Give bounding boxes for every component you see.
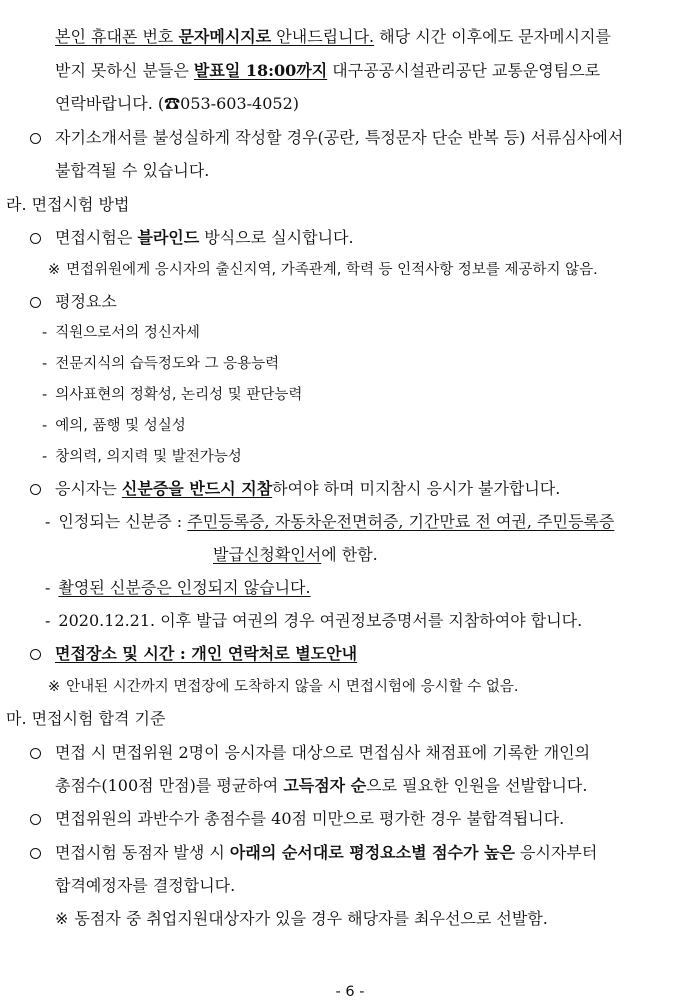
text: 응시자는	[55, 479, 122, 498]
paragraph-line	[55, 26, 611, 48]
text: 총점수(100점 만점)를 평균하여	[55, 776, 284, 795]
paragraph-line	[55, 93, 299, 115]
paragraph-line	[55, 60, 600, 82]
dash-icon: -	[45, 578, 51, 597]
text: 면접시험은	[55, 228, 138, 247]
dash-icon: -	[42, 449, 48, 465]
bullet-item	[30, 227, 354, 249]
list-item	[42, 322, 200, 344]
text-emphasis: 문자메시지로	[178, 27, 272, 46]
bullet-item	[30, 127, 623, 149]
dash-icon: -	[42, 356, 48, 372]
bullet-item	[30, 643, 357, 665]
criteria-text: 전문지식의 습득정도와 그 응용능력	[55, 356, 280, 372]
text: 대구공공시설관리공단 교통운영팀으로	[327, 61, 601, 80]
list-item	[42, 415, 186, 437]
dash-icon: -	[42, 325, 48, 341]
section-heading	[6, 708, 165, 730]
text: 합격예정자를 결정합니다.	[55, 876, 236, 895]
criteria-text: 예의, 품행 및 성실성	[55, 418, 186, 434]
circle-bullet-icon	[30, 233, 41, 244]
dash-icon: -	[45, 611, 51, 630]
criteria-text: 창의력, 의지력 및 발전가능성	[55, 449, 242, 465]
page-number	[0, 981, 700, 1003]
dash-icon: -	[42, 418, 48, 434]
text-emphasis: 블라인드	[137, 228, 200, 247]
circle-bullet-icon	[30, 297, 41, 308]
paragraph-line	[55, 875, 235, 897]
circle-bullet-icon	[30, 848, 41, 859]
paragraph-line	[55, 160, 209, 182]
note-text: 동점자 중 취업지원대상자가 있을 경우 해당자를 최우선으로 선발함.	[74, 909, 548, 928]
text: 2020.12.21. 이후 발급 여권의 경우 여권정보증명서를 지참하여야 합니다.	[58, 611, 583, 630]
heading-text: 라. 면접시험 방법	[6, 195, 130, 214]
text-emphasis: 신분증을 반드시 지참	[121, 479, 273, 498]
text: 응시자부터	[514, 843, 598, 862]
dash-icon: -	[42, 387, 48, 403]
list-item	[45, 511, 614, 533]
list-item	[45, 577, 311, 599]
text-emphasis: 면접장소 및 시간 : 개인 연락처로 별도안내	[55, 644, 358, 663]
note	[48, 676, 518, 698]
dash-icon: -	[45, 512, 51, 531]
text: 안내드립니다.	[271, 27, 375, 46]
text-underlined: 발급신청확인서	[213, 545, 322, 564]
bullet-item	[30, 291, 117, 313]
list-item	[42, 446, 242, 468]
bullet-item	[30, 478, 560, 500]
text: 에 한함.	[321, 545, 378, 564]
text: 불합격될 수 있습니다.	[55, 161, 210, 180]
reference-mark-icon: ※	[48, 679, 61, 695]
section-heading	[6, 194, 129, 216]
text-underlined: 촬영된 신분증은 인정되지 않습니다.	[58, 578, 311, 597]
text: 면접 시 면접위원 2명이 응시자를 대상으로 면접심사 채점표에 기록한 개인의	[55, 743, 591, 762]
circle-bullet-icon	[30, 814, 41, 825]
text-emphasis: 발표일 18:00까지	[193, 61, 328, 80]
paragraph-line	[213, 544, 378, 566]
bullet-item	[30, 808, 564, 830]
note	[48, 259, 598, 281]
text: 해당 시간 이후에도 문자메시지를	[374, 27, 611, 46]
text-emphasis: 고득점자 순	[283, 776, 367, 795]
heading-text: 마. 면접시험 합격 기준	[6, 709, 166, 728]
criteria-text: 의사표현의 정확성, 논리성 및 판단능력	[55, 387, 303, 403]
text: 인정되는 신분증 :	[58, 512, 188, 531]
criteria-text: 직원으로서의 정신자세	[55, 325, 200, 341]
text: 면접위원의 과반수가 총점수를 40점 미만으로 평가한 경우 불합격됩니다.	[55, 809, 565, 828]
bullet-item	[30, 842, 597, 864]
text: 본인 휴대폰 번호	[55, 27, 179, 46]
text: 면접시험 동점자 발생 시	[55, 843, 230, 862]
text: 연락바랍니다. (☎053-603-4052)	[55, 94, 300, 113]
text: 방식으로 실시합니다.	[199, 228, 354, 247]
text: 하여야 하며 미지참시 응시가 불가합니다.	[272, 479, 561, 498]
circle-bullet-icon	[30, 484, 41, 495]
text-emphasis: 아래의 순서대로 평정요소별 점수가 높은	[229, 843, 515, 862]
circle-bullet-icon	[30, 649, 41, 660]
paragraph-line	[55, 775, 587, 797]
circle-bullet-icon	[30, 133, 41, 144]
page-number-text: - 6 -	[335, 984, 365, 1000]
text: 받지 못하신 분들은	[55, 61, 194, 80]
text: 자기소개서를 불성실하게 작성할 경우(공란, 특정문자 단순 반복 등) 서류심사에서	[55, 128, 624, 147]
note-text: 면접위원에게 응시자의 출신지역, 가족관계, 학력 등 인적사항 정보를 제공하지 않음.	[66, 262, 598, 278]
note-text: 안내된 시간까지 면접장에 도착하지 않을 시 면접시험에 응시할 수 없음.	[66, 679, 519, 695]
circle-bullet-icon	[30, 748, 41, 759]
list-item	[45, 610, 582, 632]
text: 평정요소	[55, 292, 117, 311]
text-underlined: 주민등록증, 자동차운전면허증, 기간만료 전 여권, 주민등록증	[187, 512, 615, 531]
bullet-item	[30, 742, 590, 764]
list-item	[42, 353, 279, 375]
text: 으로 필요한 인원을 선발합니다.	[366, 776, 588, 795]
note	[55, 908, 548, 930]
reference-mark-icon: ※	[55, 909, 69, 928]
list-item	[42, 384, 302, 406]
reference-mark-icon: ※	[48, 262, 61, 278]
